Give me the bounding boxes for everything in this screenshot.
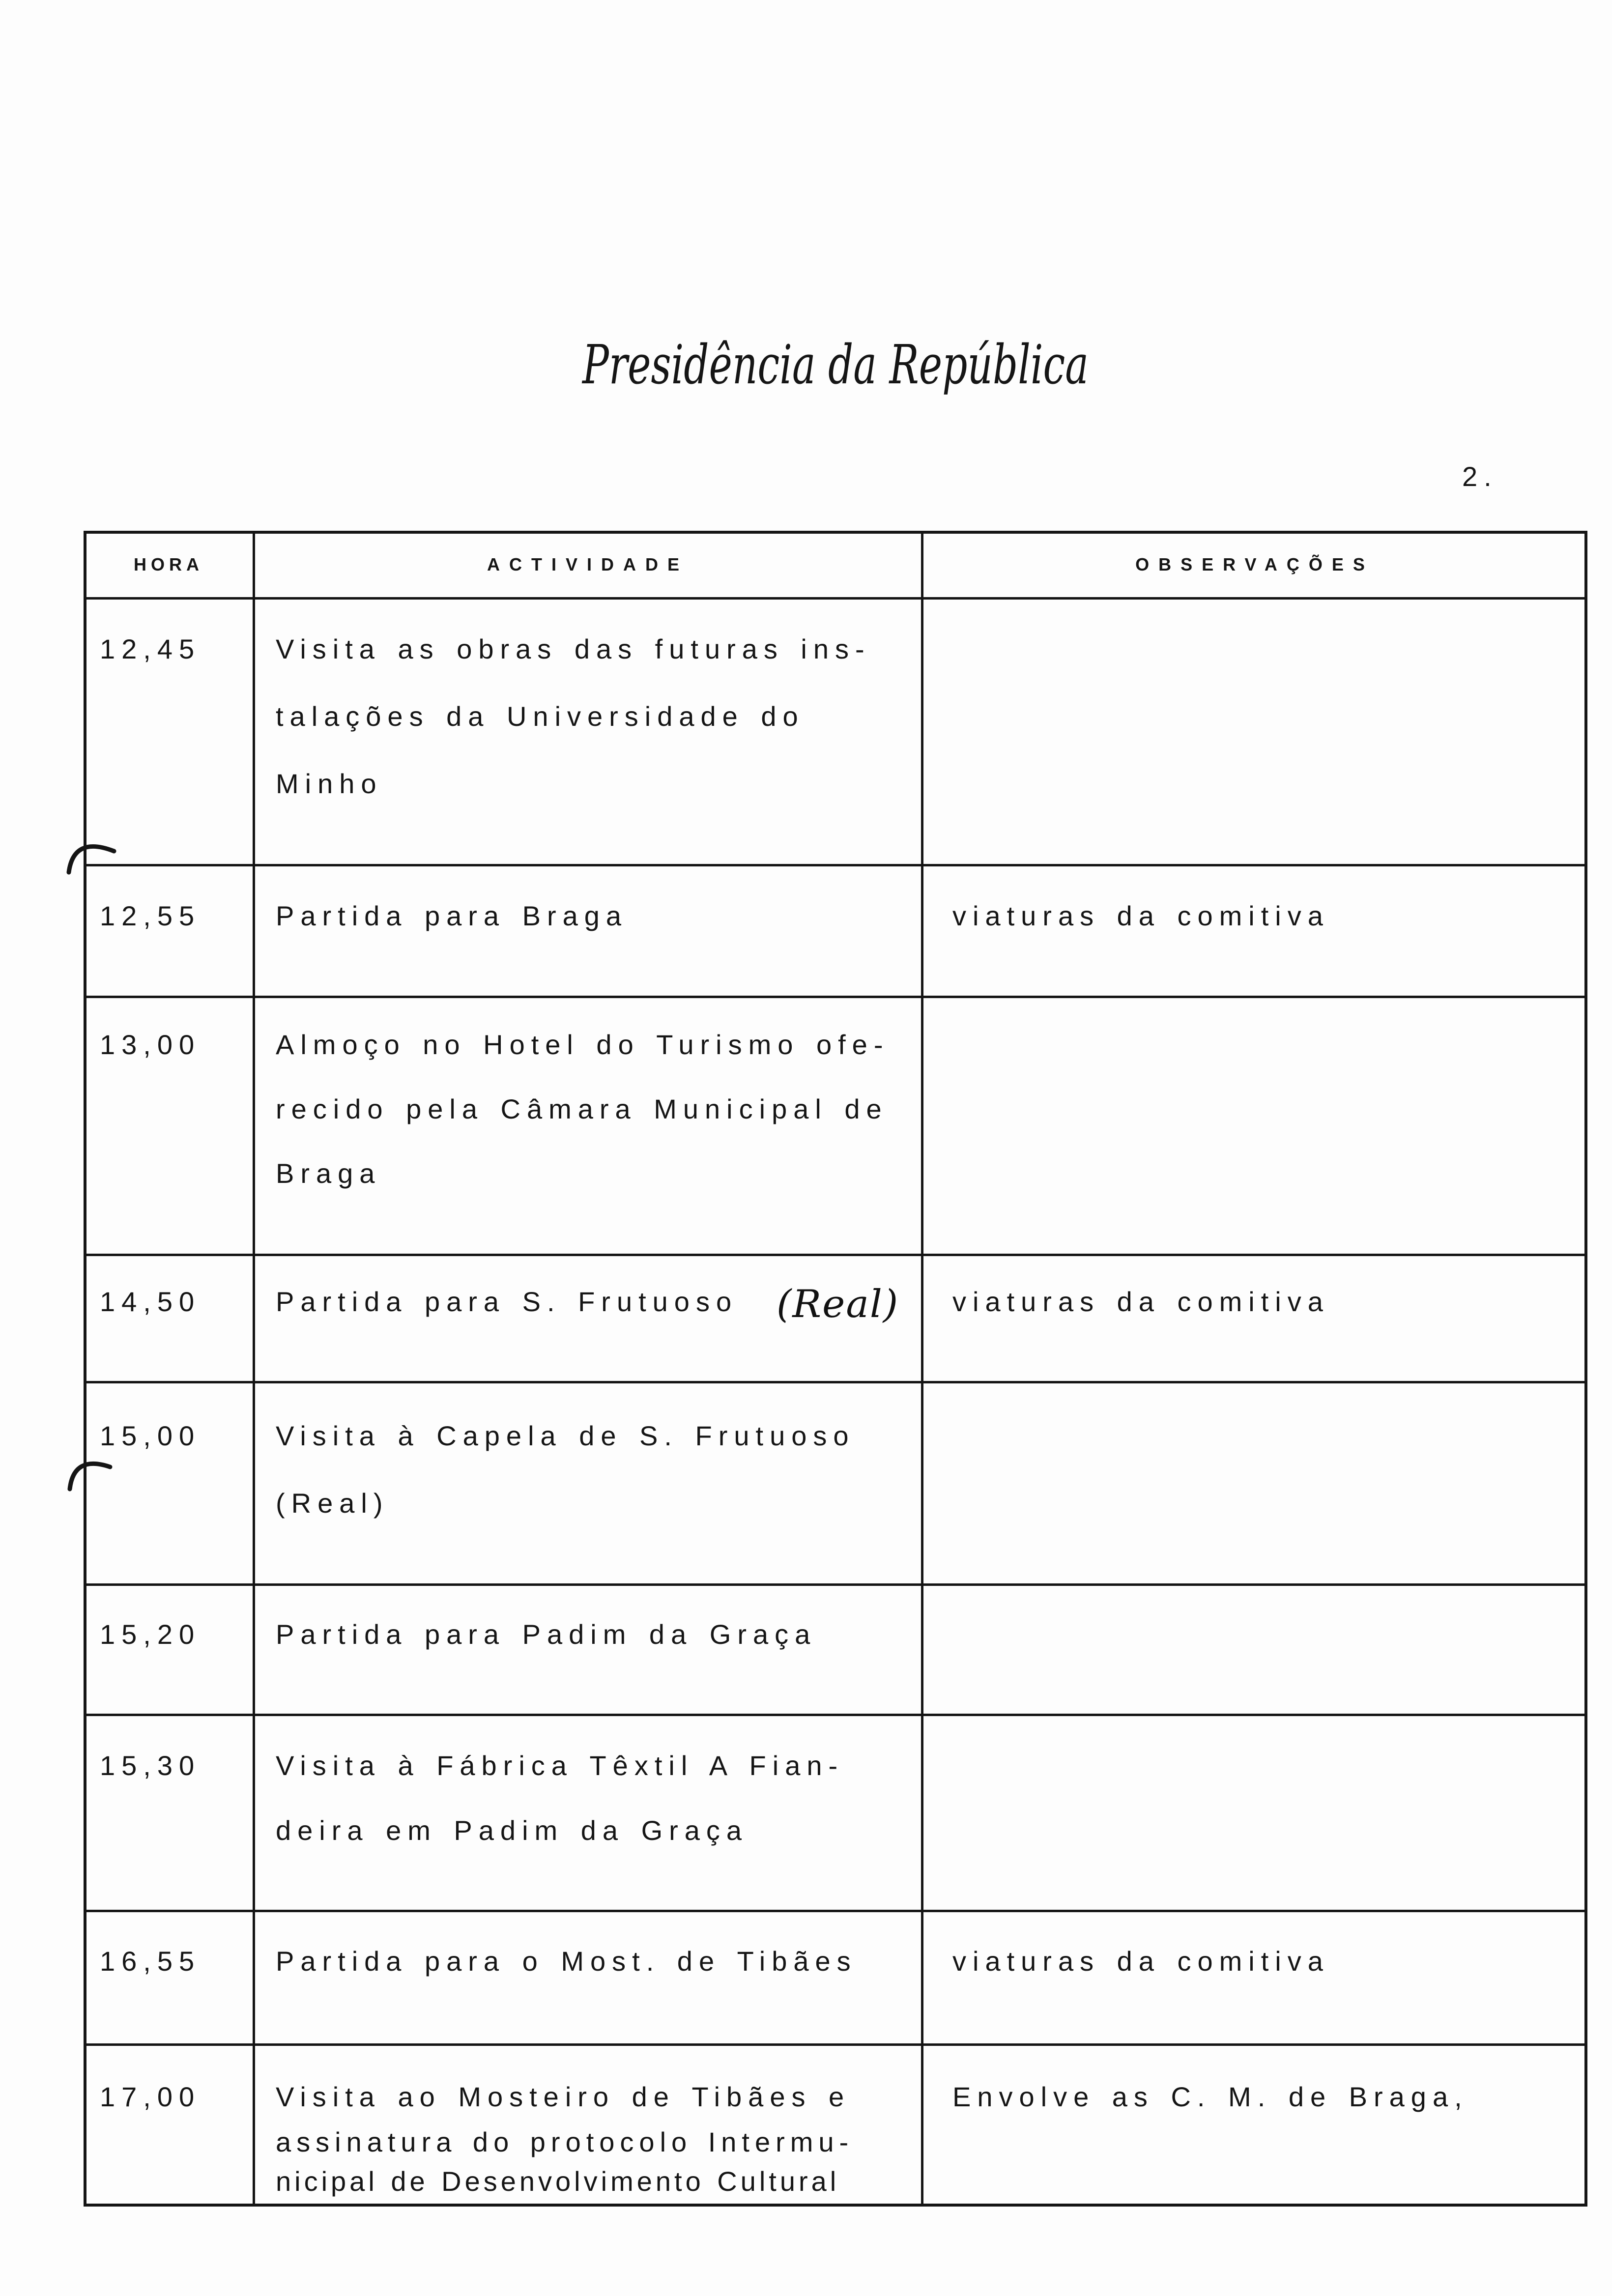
actividade-line: Partida para o Most. de Tibães <box>276 1946 857 1977</box>
table-row <box>84 1715 1587 1911</box>
hora-value: 16,55 <box>100 1946 201 1977</box>
observacoes-cell <box>922 1382 1587 1584</box>
hora-cell <box>84 997 254 1255</box>
table-row <box>84 1584 1587 1715</box>
actividade-cell <box>254 1584 922 1715</box>
table-row <box>84 1255 1587 1382</box>
actividade-line: Minho <box>276 768 383 799</box>
hora-value: 15,30 <box>100 1750 201 1781</box>
actividade-line: Visita ao Mosteiro de Tibães e <box>276 2081 851 2112</box>
hora-value: 13,00 <box>100 1029 201 1060</box>
actividade-cell <box>254 2044 922 2207</box>
hora-value: 12,55 <box>100 900 201 931</box>
handwritten-annotation: (Real) <box>777 1282 899 1326</box>
actividade-cell <box>254 997 922 1255</box>
actividade-line: Visita à Capela de S. Frutuoso <box>276 1420 855 1451</box>
actividade-line: assinatura do protocolo Intermu- <box>276 2126 854 2157</box>
hora-cell <box>84 1715 254 1911</box>
hora-cell <box>84 1255 254 1382</box>
hora-cell <box>84 598 254 865</box>
observacoes-cell <box>922 997 1587 1255</box>
table-header-row <box>84 531 1587 598</box>
hora-value: 14,50 <box>100 1286 201 1317</box>
hora-value: 15,20 <box>100 1619 201 1650</box>
observacoes-cell <box>922 2044 1587 2207</box>
actividade-cell <box>254 1715 922 1911</box>
observacoes-value: viaturas da comitiva <box>952 900 1329 931</box>
actividade-line: Visita à Fábrica Têxtil A Fian- <box>276 1750 844 1781</box>
header-hora: HORA <box>134 554 203 574</box>
observacoes-value: Envolve as C. M. de Braga, <box>952 2081 1468 2112</box>
observacoes-cell <box>922 1255 1587 1382</box>
actividade-line: recido pela Câmara Municipal de <box>276 1093 888 1124</box>
table-row <box>84 2044 1587 2207</box>
observacoes-cell <box>922 865 1587 997</box>
letterhead-title: Presidência da República <box>581 333 1089 396</box>
actividade-cell <box>254 1911 922 2044</box>
table-row <box>84 1911 1587 2044</box>
actividade-line: Partida para Braga <box>276 900 628 931</box>
page-number: 2. <box>1462 461 1498 492</box>
table-row <box>84 997 1587 1255</box>
observacoes-cell <box>922 598 1587 865</box>
actividade-cell <box>254 1382 922 1584</box>
header-actividade: ACTIVIDADE <box>487 554 689 574</box>
observacoes-cell <box>922 1911 1587 2044</box>
actividade-line: Partida para S. Frutuoso <box>276 1286 738 1317</box>
header-cell-hora <box>84 531 254 598</box>
hora-value: 15,00 <box>100 1420 201 1451</box>
actividade-line: Almoço no Hotel do Turismo ofe- <box>276 1029 890 1060</box>
hora-cell <box>84 1584 254 1715</box>
table-row <box>84 865 1587 997</box>
table-row <box>84 1382 1587 1584</box>
hora-cell <box>84 1911 254 2044</box>
actividade-line: (Real) <box>276 1488 389 1519</box>
actividade-cell <box>254 598 922 865</box>
observacoes-value: viaturas da comitiva <box>952 1286 1329 1317</box>
schedule-table <box>84 531 1587 2207</box>
header-cell-observacoes <box>922 531 1587 598</box>
hora-cell <box>84 865 254 997</box>
actividade-line: nicipal de Desenvolvimento Cultural <box>276 2166 840 2197</box>
observacoes-cell <box>922 1715 1587 1911</box>
table-row <box>84 598 1587 865</box>
actividade-line: Visita as obras das futuras ins- <box>276 633 871 664</box>
observacoes-cell <box>922 1584 1587 1715</box>
actividade-line: Partida para Padim da Graça <box>276 1619 817 1650</box>
hora-value: 17,00 <box>100 2081 201 2112</box>
hora-cell <box>84 1382 254 1584</box>
actividade-line: Braga <box>276 1158 381 1189</box>
hora-cell <box>84 2044 254 2207</box>
letterhead <box>565 315 1106 423</box>
observacoes-value: viaturas da comitiva <box>952 1946 1329 1977</box>
hora-value: 12,45 <box>100 633 201 664</box>
header-cell-actividade <box>254 531 922 598</box>
header-observacoes: OBSERVAÇÕES <box>1135 554 1374 574</box>
actividade-cell <box>254 865 922 997</box>
actividade-line: deira em Padim da Graça <box>276 1815 748 1846</box>
actividade-line: talações da Universidade do <box>276 701 805 732</box>
